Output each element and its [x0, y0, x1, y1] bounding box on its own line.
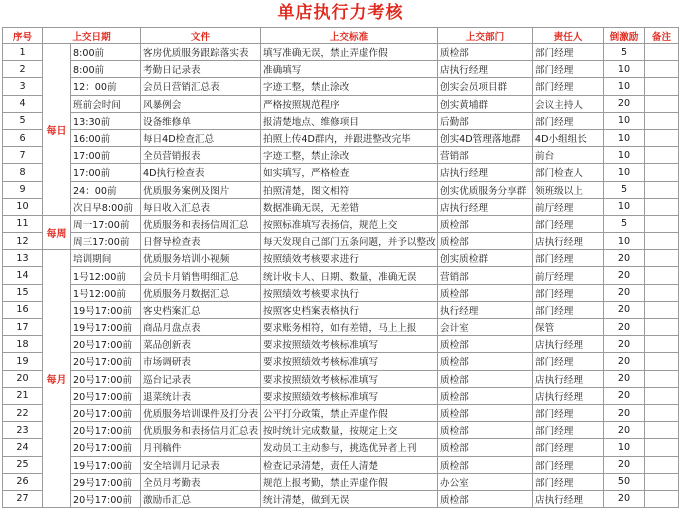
cell-dept[interactable]: 店执行经理 — [438, 61, 533, 78]
cell-points[interactable]: 20 — [604, 404, 645, 421]
cell-date[interactable]: 20号17:00前 — [71, 439, 141, 456]
table-row — [3, 78, 679, 95]
cell-owner[interactable]: 部门检查人 — [533, 164, 604, 181]
cell-date[interactable]: 1号12:00前 — [71, 284, 141, 301]
cell-date[interactable]: 8:00前 — [71, 44, 141, 61]
cell-no[interactable]: 21 — [3, 387, 43, 404]
table-row — [3, 95, 679, 112]
table-body — [3, 44, 679, 508]
cell-file[interactable]: 退菜统计表 — [141, 387, 261, 404]
cell-dept[interactable]: 质检部 — [438, 439, 533, 456]
cell-date[interactable]: 8:00前 — [71, 61, 141, 78]
cell-standard[interactable]: 拍照清楚，图文相符 — [261, 181, 438, 198]
cell-points[interactable]: 5 — [604, 215, 645, 232]
cell-note[interactable] — [645, 95, 679, 112]
cell-note[interactable] — [645, 181, 679, 198]
cell-dept[interactable]: 会计室 — [438, 319, 533, 336]
cell-dept[interactable]: 质检部 — [438, 404, 533, 421]
cell-dept[interactable]: 创实质检群 — [438, 250, 533, 267]
cell-file[interactable]: 全员营销报表 — [141, 147, 261, 164]
cell-file[interactable]: 客史档案汇总 — [141, 301, 261, 318]
header-cell-file[interactable]: 文件 — [141, 28, 261, 44]
table-row — [3, 490, 679, 507]
cell-file[interactable]: 全员月考勤表 — [141, 473, 261, 490]
cell-owner[interactable]: 前厅经理 — [533, 198, 604, 215]
cell-standard[interactable]: 字迹工整，禁止涂改 — [261, 78, 438, 95]
cell-standard[interactable]: 字迹工整，禁止涂改 — [261, 147, 438, 164]
cell-note[interactable] — [645, 198, 679, 215]
cell-dept[interactable]: 质检部 — [438, 456, 533, 473]
cell-no[interactable]: 9 — [3, 181, 43, 198]
cell-owner[interactable]: 领班级以上 — [533, 181, 604, 198]
cell-owner[interactable]: 部门经理 — [533, 456, 604, 473]
cell-owner[interactable]: 保管 — [533, 319, 604, 336]
cell-no[interactable]: 16 — [3, 301, 43, 318]
cell-file[interactable]: 每日收入汇总表 — [141, 198, 261, 215]
cell-date[interactable]: 17:00前 — [71, 147, 141, 164]
cell-no[interactable]: 7 — [3, 147, 43, 164]
cell-dept[interactable]: 质检部 — [438, 370, 533, 387]
assessment-table — [2, 27, 679, 508]
header-cell-dept[interactable]: 上交部门 — [438, 28, 533, 44]
cell-file[interactable]: 日督导检查表 — [141, 233, 261, 250]
cell-owner[interactable]: 店执行经理 — [533, 490, 604, 507]
cell-owner[interactable]: 部门经理 — [533, 301, 604, 318]
cell-owner[interactable]: 部门经理 — [533, 439, 604, 456]
table-row — [3, 61, 679, 78]
cell-standard[interactable]: 数据准确无误，无差错 — [261, 198, 438, 215]
header-cell-no[interactable]: 序号 — [3, 28, 43, 44]
cell-no[interactable]: 1 — [3, 44, 43, 61]
cell-owner[interactable]: 部门经理 — [533, 44, 604, 61]
cell-dept[interactable]: 质检部 — [438, 284, 533, 301]
cell-standard[interactable]: 按照标准填写表扬信，规范上交 — [261, 215, 438, 232]
header-cell-note[interactable]: 备注 — [645, 28, 679, 44]
cell-points[interactable]: 10 — [604, 439, 645, 456]
cell-standard[interactable]: 严格按照规范程序 — [261, 95, 438, 112]
cell-points[interactable]: 20 — [604, 336, 645, 353]
cell-date[interactable]: 19号17:00前 — [71, 319, 141, 336]
cell-date[interactable]: 19号17:00前 — [71, 301, 141, 318]
table-row — [3, 215, 679, 232]
cell-points[interactable]: 20 — [604, 267, 645, 284]
cell-note[interactable] — [645, 147, 679, 164]
header-cell-owner[interactable]: 责任人 — [533, 28, 604, 44]
table-row — [3, 181, 679, 198]
cell-file[interactable]: 优质服务月数据汇总 — [141, 284, 261, 301]
table-row — [3, 370, 679, 387]
sheet-title: 单店执行力考核 — [277, 3, 404, 23]
cell-note[interactable] — [645, 250, 679, 267]
table-row — [3, 112, 679, 129]
cell-standard[interactable]: 拍照上传4D群内，并跟进整改完毕 — [261, 129, 438, 146]
cell-file[interactable]: 会员日营销汇总表 — [141, 78, 261, 95]
cell-standard[interactable]: 要求按照绩效考核标准填写 — [261, 387, 438, 404]
cell-period-group[interactable]: 每周 — [43, 215, 71, 249]
cell-file[interactable]: 优质服务培训小视频 — [141, 250, 261, 267]
cell-owner[interactable]: 店执行经理 — [533, 387, 604, 404]
cell-points[interactable]: 20 — [604, 370, 645, 387]
cell-dept[interactable]: 办公室 — [438, 473, 533, 490]
cell-date[interactable]: 1号12:00前 — [71, 267, 141, 284]
cell-date[interactable]: 19号17:00前 — [71, 456, 141, 473]
cell-date[interactable]: 20号17:00前 — [71, 353, 141, 370]
table-row — [3, 439, 679, 456]
cell-date[interactable]: 培训期间 — [71, 250, 141, 267]
cell-owner[interactable]: 店执行经理 — [533, 336, 604, 353]
cell-owner[interactable]: 4D小组组长 — [533, 129, 604, 146]
cell-file[interactable]: 优质服务和表扬信周汇总 — [141, 215, 261, 232]
cell-dept[interactable]: 质检部 — [438, 387, 533, 404]
cell-no[interactable]: 24 — [3, 439, 43, 456]
cell-dept[interactable]: 店执行经理 — [438, 164, 533, 181]
cell-points[interactable]: 20 — [604, 284, 645, 301]
cell-owner[interactable]: 部门经理 — [533, 404, 604, 421]
cell-standard[interactable]: 规范上报考勤，禁止弄虚作假 — [261, 473, 438, 490]
cell-dept[interactable]: 执行经理 — [438, 301, 533, 318]
cell-file[interactable]: 巡台记录表 — [141, 370, 261, 387]
cell-standard[interactable]: 要求按照绩效考核标准填写 — [261, 336, 438, 353]
cell-note[interactable] — [645, 44, 679, 61]
cell-standard[interactable]: 按照绩效考核要求执行 — [261, 284, 438, 301]
header-cell-points[interactable]: 倒激励 — [604, 28, 645, 44]
cell-no[interactable]: 5 — [3, 112, 43, 129]
header-cell-date[interactable]: 上交日期 — [43, 28, 141, 44]
cell-standard[interactable]: 要求按照绩效考核标准填写 — [261, 353, 438, 370]
cell-points[interactable]: 20 — [604, 95, 645, 112]
cell-date[interactable]: 16:00前 — [71, 129, 141, 146]
cell-period-group[interactable]: 每日 — [43, 44, 71, 216]
cell-dept[interactable]: 营销部 — [438, 267, 533, 284]
cell-owner[interactable]: 部门经理 — [533, 353, 604, 370]
table-row — [3, 250, 679, 267]
cell-points[interactable]: 10 — [604, 61, 645, 78]
cell-note[interactable] — [645, 456, 679, 473]
cell-standard[interactable]: 公平打分政策，禁止弄虚作假 — [261, 404, 438, 421]
cell-note[interactable] — [645, 233, 679, 250]
cell-no[interactable]: 3 — [3, 78, 43, 95]
cell-date[interactable]: 次日早8:00前 — [71, 198, 141, 215]
cell-no[interactable]: 4 — [3, 95, 43, 112]
cell-points[interactable]: 20 — [604, 319, 645, 336]
cell-dept[interactable]: 营销部 — [438, 147, 533, 164]
table-row — [3, 387, 679, 404]
cell-no[interactable]: 2 — [3, 61, 43, 78]
cell-owner[interactable]: 店执行经理 — [533, 233, 604, 250]
cell-owner[interactable]: 部门经理 — [533, 215, 604, 232]
cell-no[interactable]: 27 — [3, 490, 43, 507]
cell-date[interactable]: 20号17:00前 — [71, 404, 141, 421]
cell-note[interactable] — [645, 439, 679, 456]
cell-no[interactable]: 20 — [3, 370, 43, 387]
header-row — [3, 28, 679, 44]
cell-standard[interactable]: 报清楚地点、维修项目 — [261, 112, 438, 129]
cell-file[interactable]: 市场调研表 — [141, 353, 261, 370]
cell-note[interactable] — [645, 215, 679, 232]
cell-owner[interactable]: 部门经理 — [533, 284, 604, 301]
cell-standard[interactable]: 统计收卡人、日期、数量，准确无误 — [261, 267, 438, 284]
cell-dept[interactable]: 创实优质服务分享群 — [438, 181, 533, 198]
table-row — [3, 129, 679, 146]
cell-note[interactable] — [645, 319, 679, 336]
cell-note[interactable] — [645, 473, 679, 490]
cell-note[interactable] — [645, 370, 679, 387]
cell-file[interactable]: 优质服务和表扬信月汇总表 — [141, 422, 261, 439]
cell-points[interactable]: 10 — [604, 147, 645, 164]
cell-file[interactable]: 每日4D检查汇总 — [141, 129, 261, 146]
cell-dept[interactable]: 质检部 — [438, 336, 533, 353]
table-row — [3, 267, 679, 284]
cell-owner[interactable]: 部门经理 — [533, 250, 604, 267]
cell-standard[interactable]: 要求账务相符，如有差错，马上上报 — [261, 319, 438, 336]
cell-date[interactable]: 24：00前 — [71, 181, 141, 198]
cell-owner[interactable]: 前台 — [533, 147, 604, 164]
cell-standard[interactable]: 要求按照绩效考核标准填写 — [261, 370, 438, 387]
cell-note[interactable] — [645, 336, 679, 353]
cell-note[interactable] — [645, 353, 679, 370]
cell-standard[interactable]: 按照绩效考核要求进行 — [261, 250, 438, 267]
cell-note[interactable] — [645, 78, 679, 95]
cell-no[interactable]: 10 — [3, 198, 43, 215]
table-row — [3, 301, 679, 318]
cell-points[interactable]: 20 — [604, 422, 645, 439]
cell-points[interactable]: 10 — [604, 164, 645, 181]
cell-owner[interactable]: 部门经理 — [533, 112, 604, 129]
cell-points[interactable]: 5 — [604, 181, 645, 198]
cell-points[interactable]: 10 — [604, 198, 645, 215]
table-row — [3, 198, 679, 215]
cell-date[interactable]: 班前会时间 — [71, 95, 141, 112]
cell-no[interactable]: 12 — [3, 233, 43, 250]
cell-points[interactable]: 20 — [604, 250, 645, 267]
cell-no[interactable]: 18 — [3, 336, 43, 353]
cell-points[interactable]: 20 — [604, 353, 645, 370]
cell-file[interactable]: 风暴例会 — [141, 95, 261, 112]
cell-note[interactable] — [645, 490, 679, 507]
cell-file[interactable]: 优质服务案例及图片 — [141, 181, 261, 198]
table-row — [3, 353, 679, 370]
cell-note[interactable] — [645, 422, 679, 439]
cell-standard[interactable]: 按时统计完成数量，按规定上交 — [261, 422, 438, 439]
cell-date[interactable]: 29号17:00前 — [71, 473, 141, 490]
cell-file[interactable]: 4D执行检查表 — [141, 164, 261, 181]
cell-dept[interactable]: 店执行经理 — [438, 198, 533, 215]
table-row — [3, 473, 679, 490]
cell-date[interactable]: 20号17:00前 — [71, 422, 141, 439]
table-row — [3, 44, 679, 61]
table-row — [3, 233, 679, 250]
cell-file[interactable]: 优质服务培训课件及打分表 — [141, 404, 261, 421]
cell-owner[interactable]: 部门经理 — [533, 473, 604, 490]
cell-points[interactable]: 10 — [604, 233, 645, 250]
cell-note[interactable] — [645, 301, 679, 318]
cell-file[interactable]: 考勤日记录表 — [141, 61, 261, 78]
cell-file[interactable]: 会员卡月销售明细汇总 — [141, 267, 261, 284]
table-row — [3, 284, 679, 301]
table-row — [3, 404, 679, 421]
cell-no[interactable]: 11 — [3, 215, 43, 232]
cell-standard[interactable]: 每天发现自己部门五条问题，并予以整改 — [261, 233, 438, 250]
cell-dept[interactable]: 质检部 — [438, 44, 533, 61]
cell-points[interactable]: 5 — [604, 44, 645, 61]
cell-no[interactable]: 19 — [3, 353, 43, 370]
cell-note[interactable] — [645, 267, 679, 284]
cell-owner[interactable]: 前厅经理 — [533, 267, 604, 284]
cell-points[interactable]: 20 — [604, 387, 645, 404]
cell-no[interactable]: 17 — [3, 319, 43, 336]
cell-date[interactable]: 20号17:00前 — [71, 387, 141, 404]
cell-note[interactable] — [645, 61, 679, 78]
cell-dept[interactable]: 后勤部 — [438, 112, 533, 129]
cell-dept[interactable]: 质检部 — [438, 490, 533, 507]
cell-date[interactable]: 周一17:00前 — [71, 215, 141, 232]
cell-owner[interactable]: 部门经理 — [533, 422, 604, 439]
cell-no[interactable]: 8 — [3, 164, 43, 181]
cell-dept[interactable]: 质检部 — [438, 422, 533, 439]
cell-note[interactable] — [645, 129, 679, 146]
cell-standard[interactable]: 按照客史档案表格执行 — [261, 301, 438, 318]
cell-points[interactable]: 20 — [604, 456, 645, 473]
cell-standard[interactable]: 统计清楚，做到无误 — [261, 490, 438, 507]
cell-points[interactable]: 10 — [604, 129, 645, 146]
cell-date[interactable]: 17:00前 — [71, 164, 141, 181]
cell-dept[interactable]: 创实黄埔群 — [438, 95, 533, 112]
cell-standard[interactable]: 填写准确无误，禁止弄虚作假 — [261, 44, 438, 61]
cell-file[interactable]: 安全培训月记录表 — [141, 456, 261, 473]
cell-no[interactable]: 6 — [3, 129, 43, 146]
cell-file[interactable]: 月刊稿件 — [141, 439, 261, 456]
table-row — [3, 456, 679, 473]
cell-points[interactable]: 10 — [604, 112, 645, 129]
table-row — [3, 147, 679, 164]
cell-file[interactable]: 激励币汇总 — [141, 490, 261, 507]
cell-date[interactable]: 20号17:00前 — [71, 336, 141, 353]
table-row — [3, 319, 679, 336]
cell-file[interactable]: 客房优质服务跟踪落实表 — [141, 44, 261, 61]
cell-date[interactable]: 20号17:00前 — [71, 490, 141, 507]
cell-owner[interactable]: 会议主持人 — [533, 95, 604, 112]
table-row — [3, 422, 679, 439]
cell-owner[interactable]: 部门经理 — [533, 78, 604, 95]
cell-file[interactable]: 菜品创新表 — [141, 336, 261, 353]
cell-dept[interactable]: 创实4D管理落地群 — [438, 129, 533, 146]
cell-owner[interactable]: 店执行经理 — [533, 370, 604, 387]
cell-no[interactable]: 25 — [3, 456, 43, 473]
cell-standard[interactable]: 发动员工主动参与，挑选优异者上刊 — [261, 439, 438, 456]
cell-points[interactable]: 50 — [604, 473, 645, 490]
cell-dept[interactable]: 质检部 — [438, 215, 533, 232]
cell-points[interactable]: 20 — [604, 490, 645, 507]
cell-note[interactable] — [645, 164, 679, 181]
cell-note[interactable] — [645, 387, 679, 404]
cell-file[interactable]: 商品月盘点表 — [141, 319, 261, 336]
cell-note[interactable] — [645, 112, 679, 129]
cell-no[interactable]: 22 — [3, 404, 43, 421]
header-cell-standard[interactable]: 上交标准 — [261, 28, 438, 44]
cell-points[interactable]: 10 — [604, 78, 645, 95]
cell-owner[interactable]: 部门经理 — [533, 61, 604, 78]
cell-file[interactable]: 设备维修单 — [141, 112, 261, 129]
cell-note[interactable] — [645, 284, 679, 301]
cell-points[interactable]: 20 — [604, 301, 645, 318]
cell-note[interactable] — [645, 404, 679, 421]
table-row — [3, 336, 679, 353]
cell-no[interactable]: 26 — [3, 473, 43, 490]
cell-date[interactable]: 12：00前 — [71, 78, 141, 95]
cell-date[interactable]: 20号17:00前 — [71, 370, 141, 387]
cell-no[interactable]: 15 — [3, 284, 43, 301]
cell-dept[interactable]: 质检部 — [438, 233, 533, 250]
cell-dept[interactable]: 质检部 — [438, 353, 533, 370]
cell-standard[interactable]: 检查记录清楚，责任人清楚 — [261, 456, 438, 473]
cell-no[interactable]: 13 — [3, 250, 43, 267]
cell-standard[interactable]: 准确填写 — [261, 61, 438, 78]
cell-dept[interactable]: 创实会员项目群 — [438, 78, 533, 95]
cell-no[interactable]: 14 — [3, 267, 43, 284]
cell-no[interactable]: 23 — [3, 422, 43, 439]
cell-period-group[interactable]: 每月 — [43, 250, 71, 508]
cell-standard[interactable]: 如实填写，严格检查 — [261, 164, 438, 181]
cell-date[interactable]: 13:30前 — [71, 112, 141, 129]
cell-date[interactable]: 周三17:00前 — [71, 233, 141, 250]
table-row — [3, 164, 679, 181]
